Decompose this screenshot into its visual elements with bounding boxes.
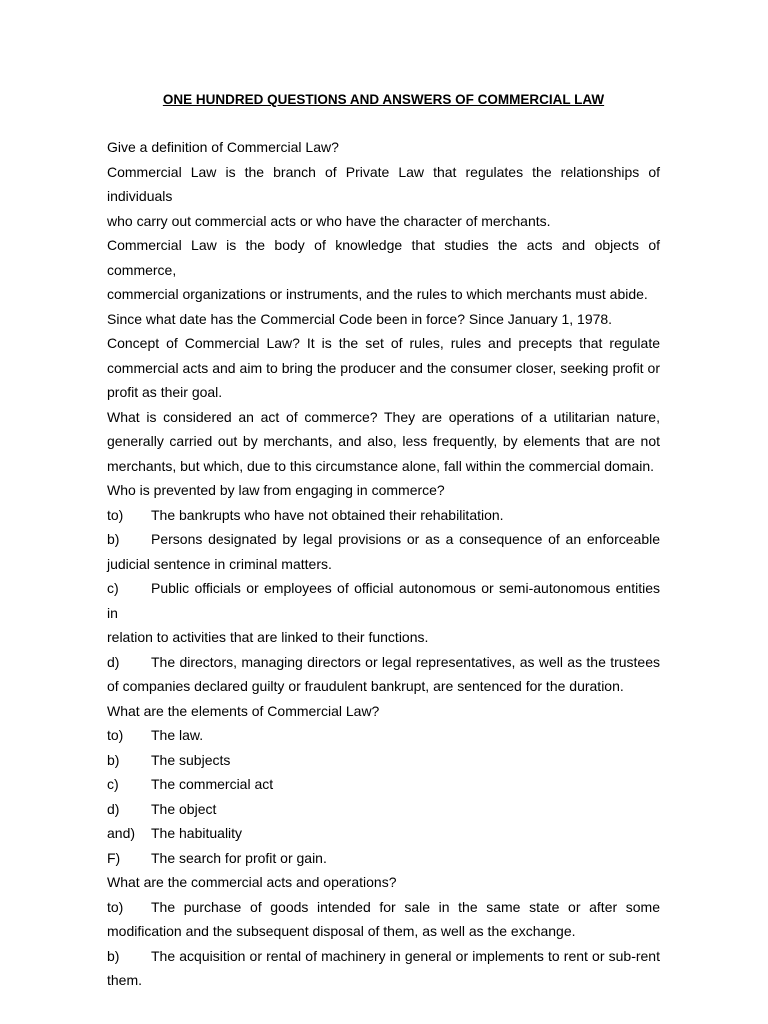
list-item-label: b)	[107, 947, 120, 964]
list-item-label: to)	[107, 898, 124, 915]
list-item-text: The acquisition or rental of machinery in general or implements to rent or sub-rent	[151, 947, 660, 964]
list-item-text: The bankrupts who have not obtained their rehabilitation.	[151, 506, 504, 523]
list-item	[107, 503, 660, 528]
list-item-text: The purchase of goods intended for sale in the same state or after some	[151, 898, 660, 915]
text-line	[107, 650, 660, 675]
list-item-text: The subjects	[151, 751, 231, 768]
list-item	[107, 846, 660, 871]
text-line: What are the commercial acts and operations?	[107, 874, 397, 890]
paragraph	[107, 478, 660, 503]
text-line: What is considered an act of commerce? They are operations of a utilitarian nature,	[107, 408, 660, 425]
text-line	[107, 527, 660, 552]
paragraph	[107, 135, 660, 160]
list-item-label: to)	[107, 506, 124, 523]
text-line: Give a definition of Commercial Law?	[107, 139, 339, 155]
text-line	[107, 748, 660, 773]
text-line: Since what date has the Commercial Code been in force? Since January 1, 1978.	[107, 310, 613, 327]
list-item-text: The commercial act	[151, 776, 274, 792]
text-line	[107, 576, 660, 625]
text-line	[107, 723, 660, 748]
list-item	[107, 772, 660, 797]
list-item-text: Persons designated by legal provisions or as a consequence of an enforceable	[151, 531, 660, 547]
text-line: modification and the subsequent disposal of them, as well as the exchange.	[107, 923, 576, 939]
list-item	[107, 821, 660, 846]
list-item-label: c)	[107, 580, 119, 596]
text-line: of companies declared guilty or fraudulent bankrupt, are sentenced for the duration.	[107, 678, 624, 694]
list-item-label: b)	[107, 751, 120, 768]
document-page	[107, 90, 660, 993]
text-line: Commercial Law is the body of knowledge that studies the acts and objects of commerce,	[107, 237, 660, 278]
list-item-text: The law.	[151, 727, 204, 743]
text-line	[107, 503, 660, 528]
text-line	[107, 772, 660, 797]
text-line: relation to activities that are linked to their functions.	[107, 629, 429, 645]
list-item-text: The directors, managing directors or legal representatives, as well as the trustees	[151, 653, 660, 670]
list-item-label: d)	[107, 800, 120, 817]
text-line: Who is prevented by law from engaging in commerce?	[107, 482, 445, 498]
list-item-text: Public officials or employees of official autonomous or semi-autonomous entities in	[107, 580, 660, 621]
list-item	[107, 650, 660, 699]
list-item-label: c)	[107, 776, 119, 792]
list-item-text: The object	[151, 800, 217, 817]
paragraph	[107, 699, 660, 724]
text-line: profit as their goal.	[107, 384, 223, 400]
list-item-label: d)	[107, 653, 120, 670]
text-line	[107, 821, 660, 846]
list-item-label: F)	[107, 849, 121, 866]
text-line: who carry out commercial acts or who have the character of merchants.	[107, 212, 551, 229]
document-body	[107, 135, 660, 993]
list-item	[107, 527, 660, 576]
text-line: Commercial Law is the branch of Private Law that regulates the relationships of individuals	[107, 163, 660, 204]
document-title: ONE HUNDRED QUESTIONS AND ANSWERS OF COMMERCIAL LAW	[162, 92, 605, 107]
text-line	[107, 895, 660, 920]
list-item	[107, 723, 660, 748]
text-line	[107, 846, 660, 871]
text-line: commercial organizations or instruments, and the rules to which merchants must abide.	[107, 286, 648, 302]
list-item	[107, 576, 660, 650]
text-line: commercial acts and aim to bring the producer and the consumer closer, seeking profit or	[107, 359, 660, 376]
text-line: generally carried out by merchants, and also, less frequently, by elements that are not	[107, 433, 660, 449]
text-line: judicial sentence in criminal matters.	[107, 555, 332, 572]
paragraph	[107, 331, 660, 405]
list-item	[107, 797, 660, 822]
list-item-text: The search for profit or gain.	[151, 849, 327, 866]
list-item-label: b)	[107, 531, 120, 547]
list-item-label: to)	[107, 727, 124, 743]
list-item-text: The habituality	[151, 825, 243, 841]
text-line	[107, 797, 660, 822]
list-item	[107, 748, 660, 773]
list-item	[107, 895, 660, 944]
paragraph	[107, 870, 660, 895]
paragraph	[107, 233, 660, 307]
text-line: Concept of Commercial Law? It is the set of rules, rules and precepts that regulate	[107, 335, 660, 351]
text-line	[107, 944, 660, 969]
list-item	[107, 944, 660, 993]
text-line: them.	[107, 972, 143, 988]
text-line: What are the elements of Commercial Law?	[107, 702, 380, 719]
paragraph	[107, 405, 660, 479]
paragraph	[107, 160, 660, 234]
list-item-label: and)	[107, 825, 136, 841]
paragraph	[107, 307, 660, 332]
text-line: merchants, but which, due to this circumstance alone, fall within the commercial domain.	[107, 457, 655, 474]
